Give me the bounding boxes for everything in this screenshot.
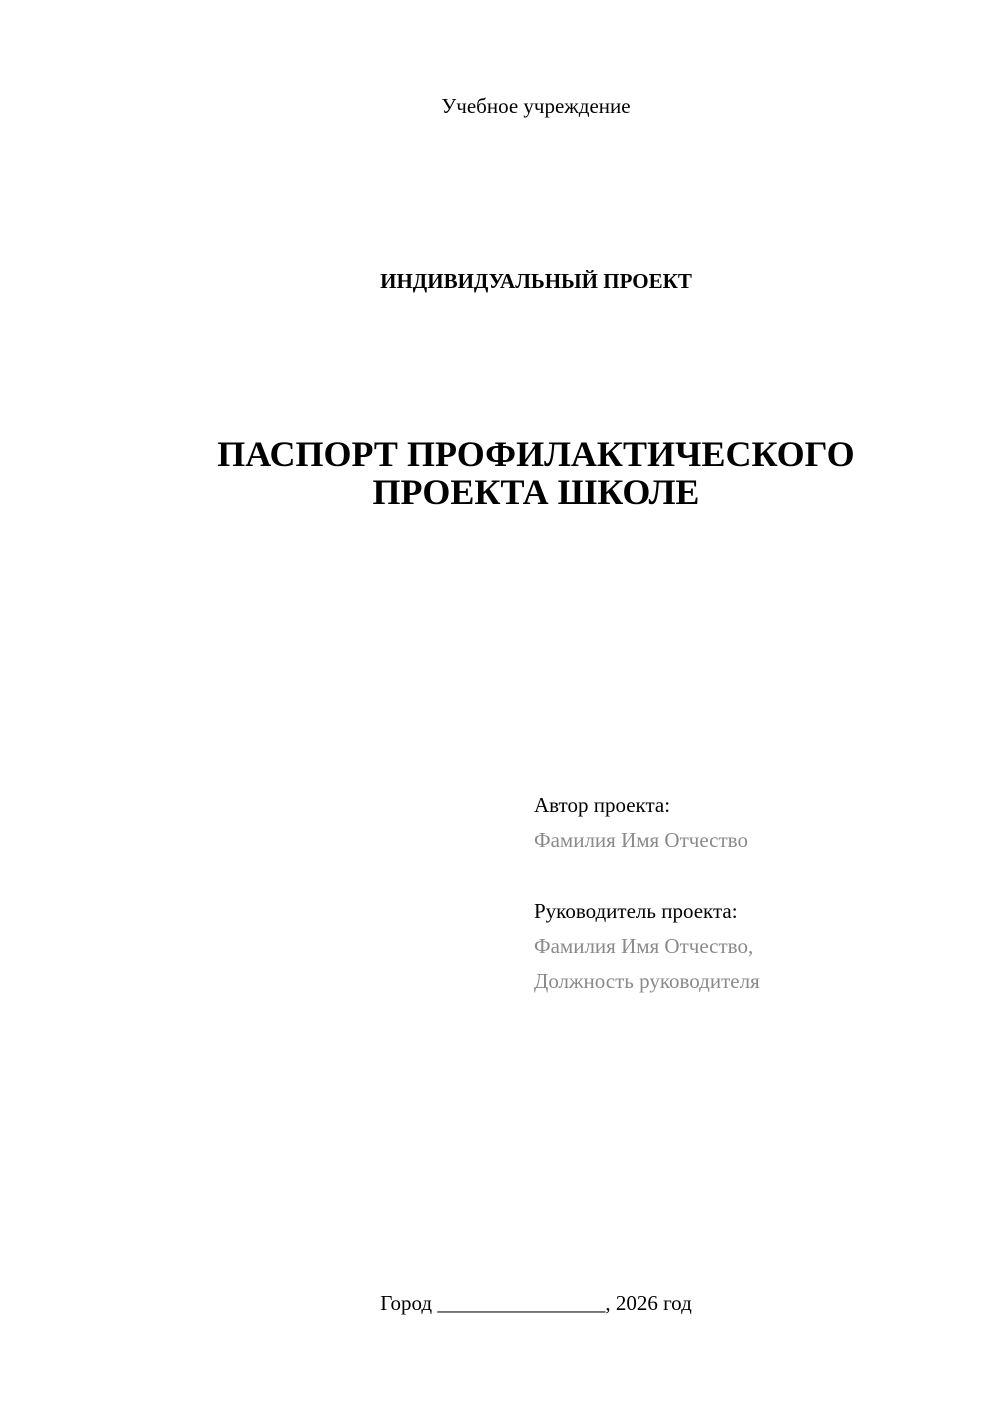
city-year-line: Город ________________, 2026 год	[380, 1291, 692, 1315]
author-label: Автор проекта:	[534, 793, 671, 817]
document-title-line-1: ПАСПОРТ ПРОФИЛАКТИЧЕСКОГО	[217, 434, 855, 474]
supervisor-label: Руководитель проекта:	[534, 899, 738, 923]
author-name: Фамилия Имя Отчество	[534, 828, 748, 852]
project-type-heading: ИНДИВИДУАЛЬНЫЙ ПРОЕКТ	[380, 269, 692, 293]
institution-name: Учебное учреждение	[441, 94, 631, 118]
supervisor-name: Фамилия Имя Отчество,	[534, 934, 754, 958]
document-title-line-2: ПРОЕКТА ШКОЛЕ	[372, 472, 700, 512]
credits-block	[534, 788, 974, 999]
document-title	[0, 435, 1000, 511]
supervisor-position: Должность руководителя	[534, 969, 760, 993]
credits-spacer	[534, 858, 974, 894]
